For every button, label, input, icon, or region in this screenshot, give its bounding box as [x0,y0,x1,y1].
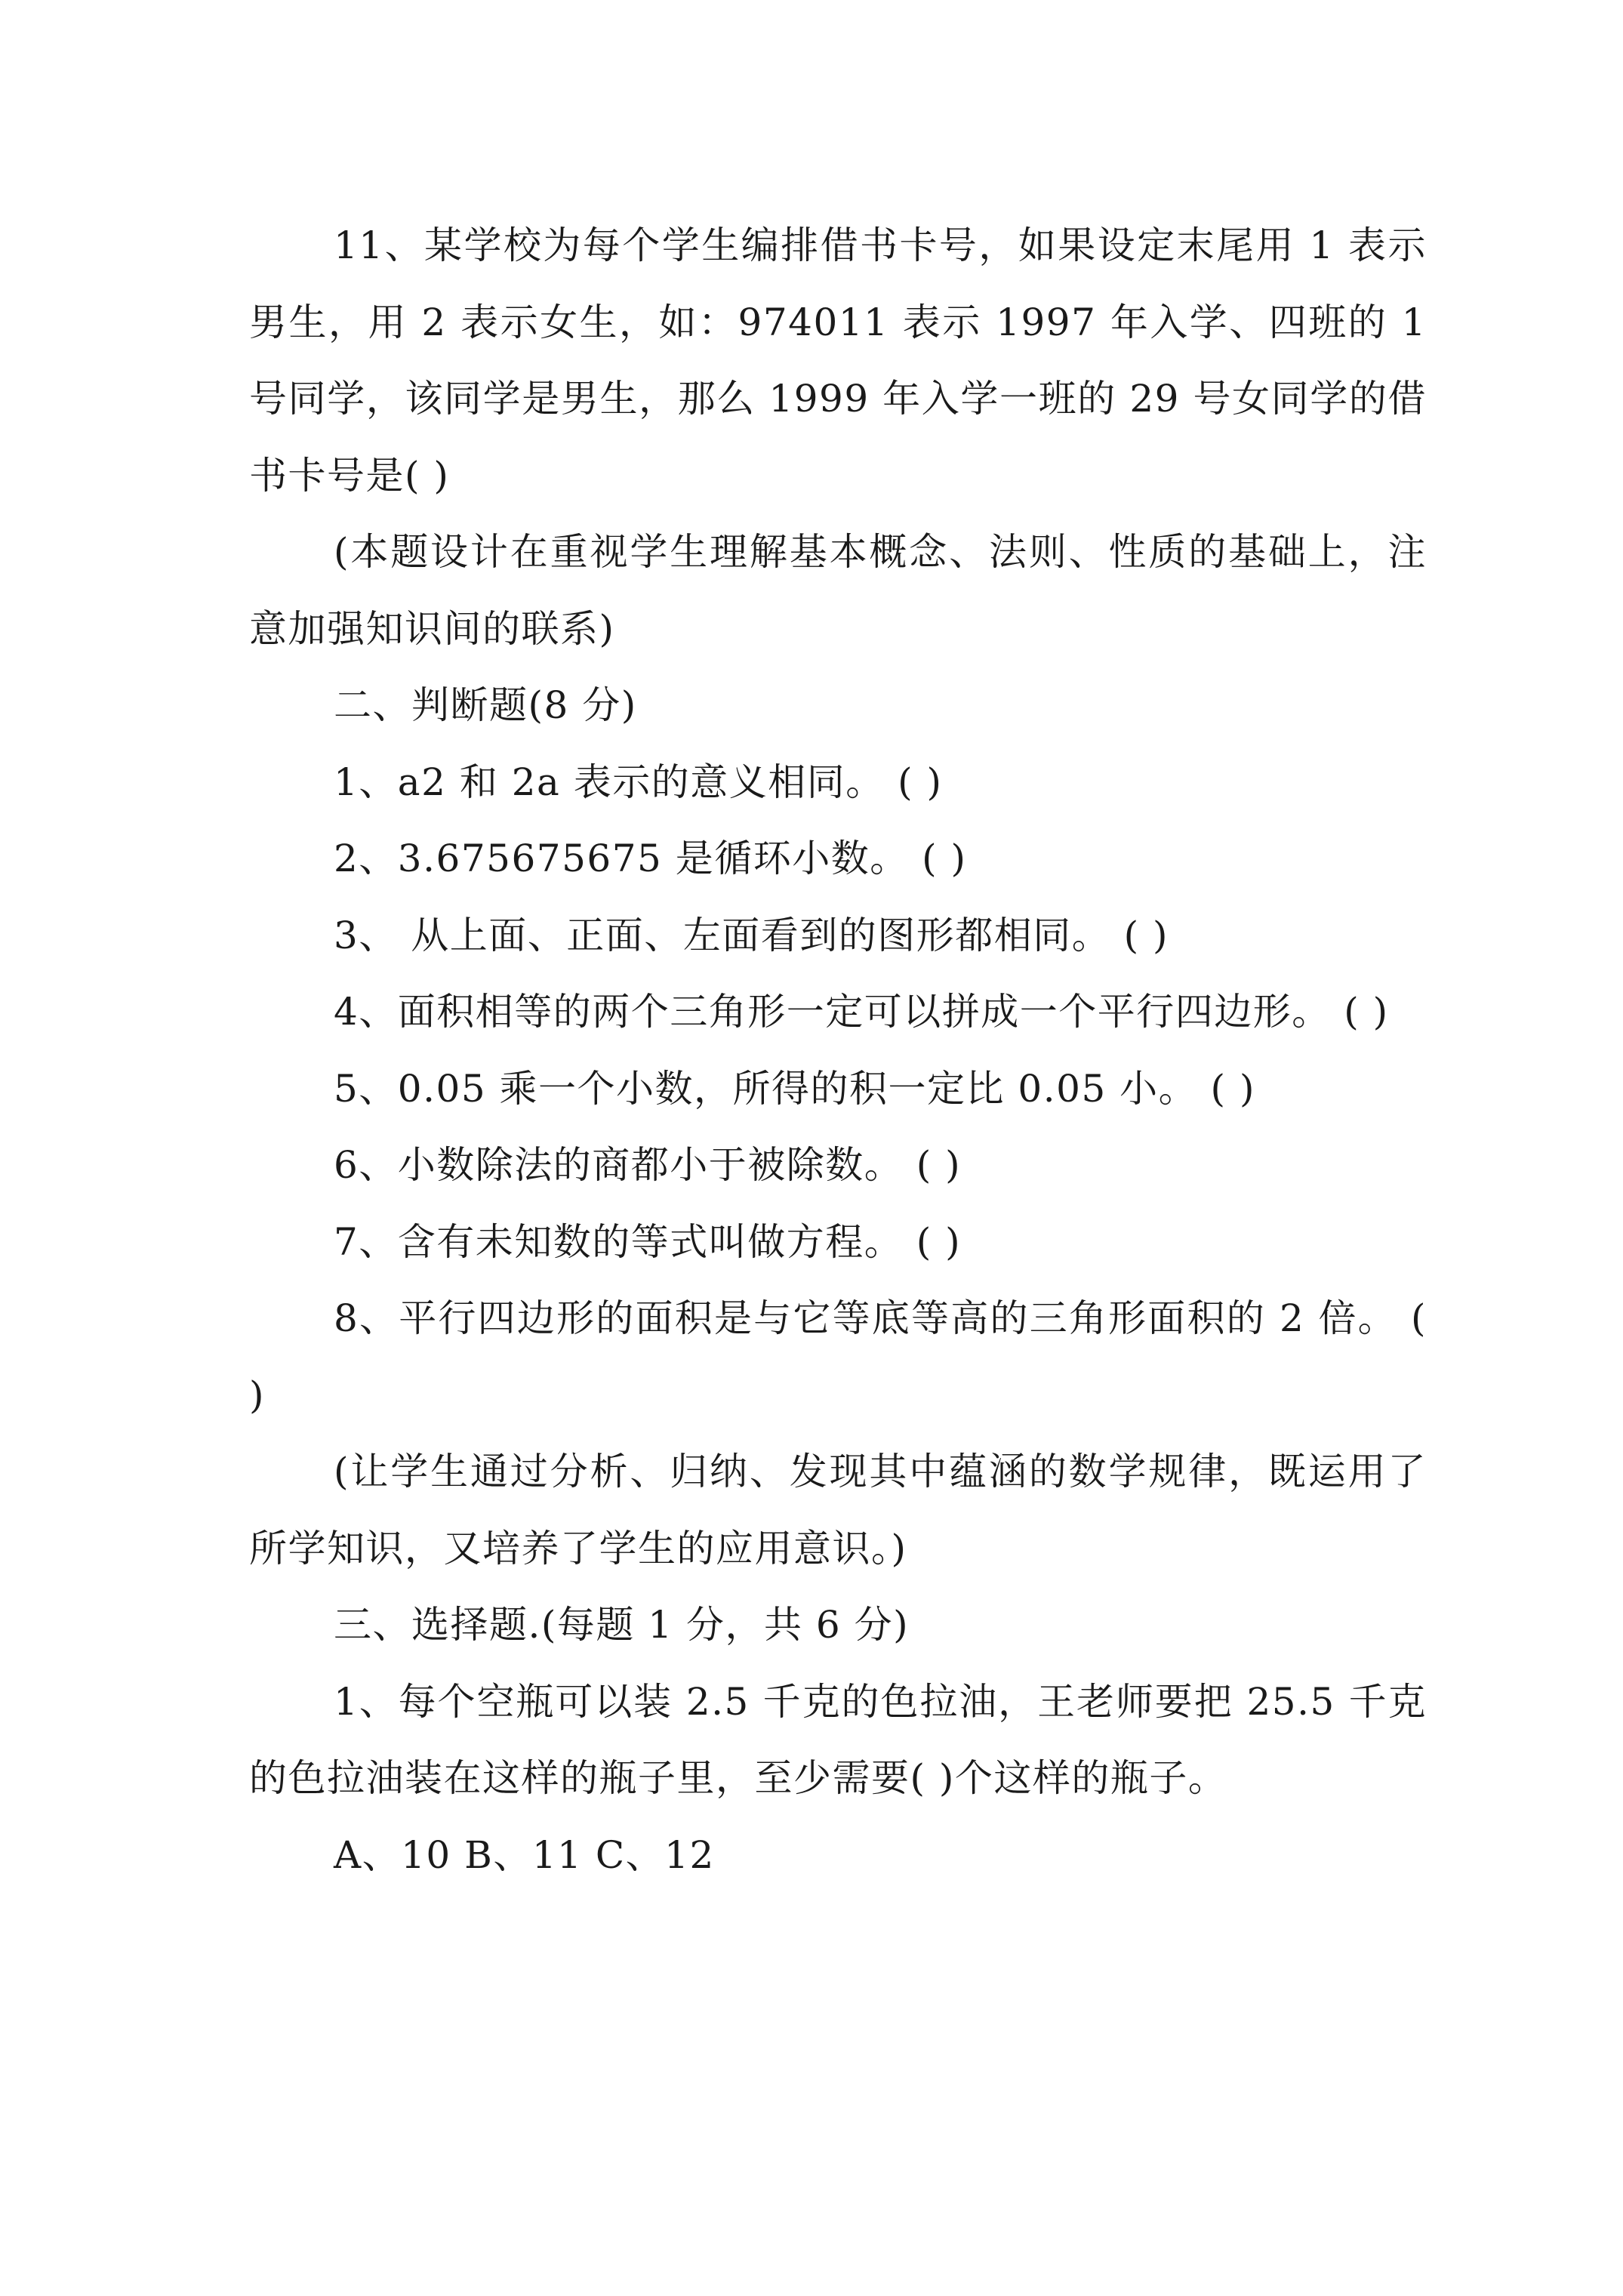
choice-item-1: 1、每个空瓶可以装 2.5 千克的色拉油，王老师要把 25.5 千克的色拉油装在这样的瓶子里，至少需要( )个这样的瓶子。 [249,1679,1427,1800]
document-body [249,208,1427,1894]
judgment-item-1: 1、a2 和 2a 表示的意义相同。 ( ) [334,760,943,804]
judgment-item-2: 2、3.675675675 是循环小数。 ( ) [334,837,967,880]
judgment-item-6: 6、小数除法的商都小于被除数。 ( ) [334,1143,962,1187]
design-note-1: (本题设计在重视学生理解基本概念、法则、性质的基础上，注意加强知识间的联系) [249,530,1427,651]
design-note-2: (让学生通过分析、归纳、发现其中蕴涵的数学规律，既运用了所学知识，又培养了学生的应用意识。) [249,1450,1427,1570]
judgment-item-4: 4、面积相等的两个三角形一定可以拼成一个平行四边形。 ( ) [334,990,1389,1034]
judgment-item-5: 5、0.05 乘一个小数，所得的积一定比 0.05 小。 ( ) [334,1066,1255,1111]
judgment-item-3: 3、 从上面、正面、左面看到的图形都相同。 ( ) [334,913,1169,957]
choice-item-1-options: A、10 B、11 C、12 [334,1832,715,1877]
section-heading-choice: 三、选择题.(每题 1 分，共 6 分) [334,1603,910,1647]
judgment-item-8: 8、平行四边形的面积是与它等底等高的三角形面积的 2 倍。 ( ) [249,1296,1427,1417]
question-11: 11、某学校为每个学生编排借书卡号，如果设定末尾用 1 表示男生，用 2 表示女生，如：974011 表示 1997 年入学、四班的 1 号同学，该同学是男生，那么 1999 年入学一班的 29 号女同学的借书卡号是( ) [249,223,1427,498]
judgment-item-7: 7、含有未知数的等式叫做方程。 ( ) [334,1219,962,1264]
section-heading-judgment: 二、判断题(8 分) [334,683,637,727]
